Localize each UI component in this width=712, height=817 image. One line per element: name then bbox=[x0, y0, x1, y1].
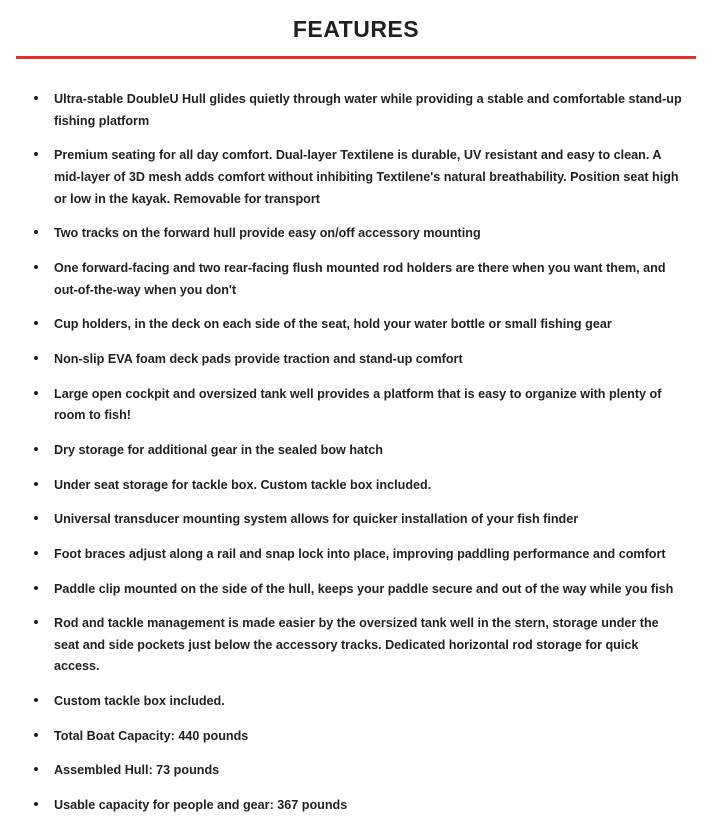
list-item bbox=[30, 314, 686, 336]
bullet-dot-icon bbox=[34, 321, 38, 325]
list-item-text: Cup holders, in the deck on each side of the seat, hold your water bottle or small fishing gear bbox=[54, 317, 612, 332]
list-item bbox=[30, 384, 686, 427]
list-item bbox=[30, 440, 686, 462]
list-item bbox=[30, 509, 686, 531]
bullet-dot-icon bbox=[34, 447, 38, 451]
bullet-dot-icon bbox=[34, 265, 38, 269]
list-item-text: Foot braces adjust along a rail and snap lock into place, improving paddling performance and comfort bbox=[54, 546, 666, 561]
bullet-dot-icon bbox=[34, 230, 38, 234]
list-item bbox=[30, 795, 686, 817]
bullet-dot-icon bbox=[34, 802, 38, 806]
list-item bbox=[30, 726, 686, 748]
bullet-dot-icon bbox=[34, 586, 38, 590]
bullet-dot-icon bbox=[34, 620, 38, 624]
bullet-dot-icon bbox=[34, 482, 38, 486]
list-item-text: Under seat storage for tackle box. Custom tackle box included. bbox=[54, 477, 432, 492]
list-item-text: Two tracks on the forward hull provide easy on/off accessory mounting bbox=[54, 226, 481, 241]
list-item-text: Usable capacity for people and gear: 367 pounds bbox=[54, 798, 348, 813]
bullet-dot-icon bbox=[34, 767, 38, 771]
bullet-dot-icon bbox=[34, 516, 38, 520]
list-item bbox=[30, 258, 686, 301]
list-item bbox=[30, 223, 686, 245]
bullet-dot-icon bbox=[34, 152, 38, 156]
bullet-dot-icon bbox=[34, 96, 38, 100]
list-item-text: Rod and tackle management is made easier by the oversized tank well in the stern, storage under the seat and side pockets just below the accessory tracks. Dedicated horizontal rod storage for quick access. bbox=[54, 616, 659, 674]
bullet-dot-icon bbox=[34, 391, 38, 395]
list-item-text: Ultra-stable DoubleU Hull glides quietly through water while providing a stable and comfortable stand-up fishing platform bbox=[54, 92, 682, 128]
list-item bbox=[30, 349, 686, 371]
list-item-text: Dry storage for additional gear in the sealed bow hatch bbox=[54, 442, 383, 457]
list-item bbox=[30, 544, 686, 566]
page-title: FEATURES bbox=[292, 16, 420, 42]
list-item bbox=[30, 579, 686, 601]
list-item bbox=[30, 691, 686, 713]
list-item-text: Large open cockpit and oversized tank well provides a platform that is easy to organize with plenty of room to fish! bbox=[54, 386, 662, 423]
bullet-dot-icon bbox=[34, 356, 38, 360]
list-item bbox=[30, 89, 686, 132]
list-item-text: Premium seating for all day comfort. Dual-layer Textilene is durable, UV resistant and easy to clean. A mid-layer of 3D mesh adds comfort without inhibiting Textilene's natural breathability. Position seat high or low in the kayak. Removable for transport bbox=[54, 148, 679, 206]
list-item bbox=[30, 475, 686, 497]
list-item-text: One forward-facing and two rear-facing flush mounted rod holders are there when you want them, and out-of-the-way when you don't bbox=[54, 260, 666, 297]
features-list bbox=[0, 59, 712, 817]
bullet-dot-icon bbox=[34, 698, 38, 702]
list-item bbox=[30, 613, 686, 678]
bullet-dot-icon bbox=[34, 551, 38, 555]
list-item bbox=[30, 760, 686, 782]
list-item-text: Paddle clip mounted on the side of the hull, keeps your paddle secure and out of the way while you fish bbox=[54, 581, 674, 596]
list-item-text: Total Boat Capacity: 440 pounds bbox=[54, 728, 249, 743]
list-item-text: Universal transducer mounting system allows for quicker installation of your fish finder bbox=[54, 512, 579, 527]
list-item bbox=[30, 145, 686, 210]
list-item-text: Assembled Hull: 73 pounds bbox=[54, 763, 220, 778]
list-item-text: Custom tackle box included. bbox=[54, 694, 225, 709]
list-item-text: Non-slip EVA foam deck pads provide traction and stand-up comfort bbox=[54, 351, 463, 366]
bullet-dot-icon bbox=[34, 733, 38, 737]
